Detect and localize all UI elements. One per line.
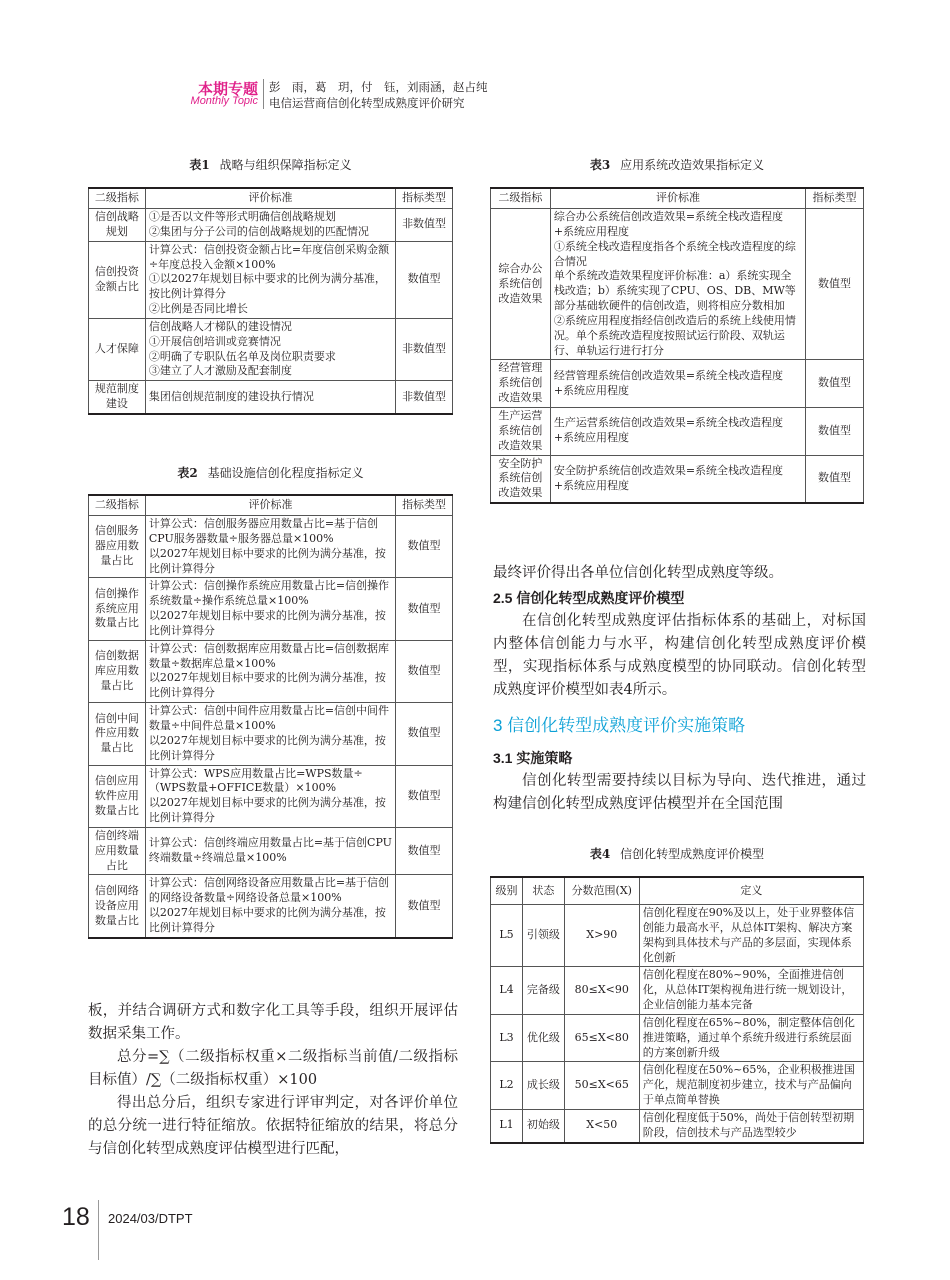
- criteria-line: 以2027年规划目标中要求的比例为满分基准，按比例计算得分: [148, 671, 386, 700]
- table-header: 评价标准: [145, 188, 395, 209]
- table-header: 状态: [522, 877, 564, 905]
- indicator-type: 数值型: [806, 209, 864, 360]
- criteria-line: ①系统全栈改造程度指各个系统全栈改造程度的综合情况: [553, 239, 796, 268]
- maturity-level: L3: [491, 1014, 523, 1062]
- indicator-type: 数值型: [396, 703, 453, 765]
- table-row: [89, 241, 453, 318]
- indicator-type: 非数值型: [396, 209, 453, 242]
- criteria-line: 计算公式：信创服务器应用数量占比=基于信创CPU服务器数量÷服务器总量×100%: [148, 517, 379, 545]
- section-heading-3: 3 信创化转型成熟度评价实施策略: [493, 716, 746, 735]
- criteria-line: ②系统应用程度指经信创改造后的系统上线使用情况。单个系统改造程度按照试运行阶段、双轨运行、单轨运行进行打分: [553, 313, 796, 357]
- indicator-name: 信创服务器应用数量占比: [89, 516, 146, 578]
- table-row: [89, 703, 453, 765]
- table-row: [491, 209, 864, 360]
- criteria-line: ①是否以文件等形式明确信创战略规划: [148, 210, 336, 223]
- table-header: 二级指标: [89, 495, 146, 516]
- maturity-state: 引领级: [522, 905, 564, 967]
- table2-caption: 表2 基础设施信创化程度指标定义: [177, 466, 364, 480]
- criteria-line: 计算公式：信创数据库应用数量占比=信创数据库数量÷数据库总量×100%: [148, 641, 390, 670]
- table-row: [491, 360, 864, 408]
- criteria-line: 生产运营系统信创改造效果=系统全栈改造程度+系统应用程度: [553, 416, 784, 445]
- indicator-name: 信创数据库应用数量占比: [89, 640, 146, 702]
- score-range: X<50: [564, 1109, 639, 1142]
- maturity-state: 优化级: [522, 1014, 564, 1062]
- criteria-line: ③建立了人才激励及配套制度: [148, 364, 292, 378]
- section-heading-2-5: 2.5 信创化转型成熟度评价模型: [493, 590, 685, 606]
- indicator-name: 信创应用软件应用数量占比: [89, 765, 146, 827]
- criteria-line: 安全防护系统信创改造效果=系统全栈改造程度+系统应用程度: [553, 463, 784, 492]
- table-row: [491, 905, 864, 967]
- section-topic-label-en: Monthly Topic: [190, 95, 258, 107]
- indicator-name: 生产运营系统信创改造效果: [491, 407, 551, 455]
- indicator-type: 数值型: [396, 875, 453, 938]
- indicator-name: 信创战略规划: [89, 209, 146, 242]
- criteria-cell: [145, 703, 395, 765]
- paragraph: 信创化转型需要持续以目标为导向、迭代推进，通过构建信创化转型成熟度评估模型并在全国范围: [493, 773, 866, 812]
- criteria-cell: [145, 209, 395, 242]
- indicator-type: 数值型: [806, 360, 864, 408]
- table-header: 二级指标: [89, 188, 146, 209]
- indicator-type: 数值型: [396, 827, 453, 875]
- criteria-cell: [145, 318, 395, 380]
- criteria-line: 以2027年规划目标中要求的比例为满分基准，按比例计算得分: [148, 906, 386, 934]
- table3-caption: 表3 应用系统改造效果指标定义: [589, 158, 765, 172]
- criteria-cell: [145, 381, 395, 414]
- table-row: [89, 765, 453, 827]
- indicator-type: 数值型: [806, 455, 864, 503]
- table-header: 指标类型: [396, 495, 453, 516]
- table-row: [491, 1062, 864, 1110]
- score-range: 50≤X<65: [564, 1062, 639, 1110]
- criteria-line: 以2027年规划目标中要求的比例为满分基准，按比例计算得分: [148, 796, 386, 825]
- criteria-line: ①以2027年规划目标中要求的比例为满分基准，按比例计算得分: [148, 272, 386, 301]
- left-column-text: [88, 1000, 458, 1161]
- indicator-type: 数值型: [396, 241, 453, 318]
- table-row: [89, 209, 453, 242]
- criteria-line: 计算公式：WPS应用数量占比=WPS数量÷（WPS数量+OFFICE数量）×100%: [148, 766, 363, 795]
- indicator-name: 规范制度建设: [89, 381, 146, 414]
- table-row: [89, 516, 453, 578]
- maturity-definition: 信创化程度低于50%，尚处于信创转型初期阶段，信创技术与产品选型较少: [639, 1109, 863, 1142]
- indicator-name: 信创网络设备应用数量占比: [89, 875, 146, 938]
- table-header: 二级指标: [491, 188, 551, 209]
- criteria-cell: [145, 516, 395, 578]
- table-row: [89, 381, 453, 414]
- table2: [88, 494, 453, 939]
- criteria-cell: [550, 455, 805, 503]
- paragraph: 在信创化转型成熟度评估指标体系的基础上，对标国内整体信创能力与水平，构建信创化转型成熟度评价模型，实现指标体系与成熟度模型的协同联动。信创化转型成熟度评价模型如表4所示。: [493, 613, 866, 698]
- table-row: [89, 318, 453, 380]
- criteria-line: 单个系统改造效果程度评价标准：a）系统实现全栈改造；b）系统实现了CPU、OS、DB、MW等部分基础软硬件的信创改造，则将相应分数相加: [553, 269, 796, 313]
- table-header: 级别: [491, 877, 523, 905]
- table-header: 评价标准: [145, 495, 395, 516]
- indicator-name: 综合办公系统信创改造效果: [491, 209, 551, 360]
- table-row: [491, 1109, 864, 1142]
- section-heading-3-1: 3.1 实施策略: [493, 750, 573, 766]
- criteria-cell: [145, 827, 395, 875]
- indicator-type: 非数值型: [396, 318, 453, 380]
- criteria-line: 计算公式：信创终端应用数量占比=基于信创CPU终端数量÷终端总量×100%: [148, 836, 392, 865]
- criteria-line: 以2027年规划目标中要求的比例为满分基准，按比例计算得分: [148, 546, 386, 575]
- criteria-line: 计算公式：信创投资金额占比=年度信创采购金额÷年度总投入金额×100%: [148, 242, 390, 271]
- table-row: [89, 827, 453, 875]
- maturity-definition: 信创化程度在65%~80%，制定整体信创化推进策略，通过单个系统升级进行系统层面的方案创新升级: [639, 1014, 863, 1062]
- criteria-line: ②集团与分子公司的信创战略规划的匹配情况: [148, 224, 369, 238]
- table-header: 评价标准: [550, 188, 805, 209]
- indicator-type: 数值型: [396, 578, 453, 640]
- criteria-line: 以2027年规划目标中要求的比例为满分基准，按比例计算得分: [148, 609, 386, 637]
- table-row: [89, 578, 453, 640]
- criteria-line: 计算公式：信创网络设备应用数量占比=基于信创的网络设备数量÷网络设备总量×100%: [148, 876, 390, 905]
- score-range: 65≤X<80: [564, 1014, 639, 1062]
- table1-caption: 表1 战略与组织保障指标定义: [189, 158, 352, 172]
- maturity-level: L2: [491, 1062, 523, 1110]
- criteria-line: ②比例是否同比增长: [148, 302, 248, 316]
- criteria-cell: [145, 640, 395, 702]
- criteria-cell: [550, 407, 805, 455]
- score-range: X>90: [564, 905, 639, 967]
- maturity-level: L5: [491, 905, 523, 967]
- criteria-line: 综合办公系统信创改造效果=系统全栈改造程度+系统应用程度: [553, 210, 784, 238]
- table-header: 分数范围(X): [564, 877, 639, 905]
- indicator-type: 非数值型: [396, 381, 453, 414]
- maturity-state: 完备级: [522, 967, 564, 1015]
- page-number: 18: [62, 1203, 90, 1231]
- table-row: [491, 1014, 864, 1062]
- indicator-name: 信创投资金额占比: [89, 241, 146, 318]
- table-row: [89, 875, 453, 938]
- indicator-name: 信创中间件应用数量占比: [89, 703, 146, 765]
- indicator-type: 数值型: [396, 640, 453, 702]
- criteria-line: 信创战略人才梯队的建设情况: [148, 319, 292, 333]
- table4: [490, 876, 864, 1144]
- header-divider: [263, 79, 264, 109]
- table4-caption: 表4 信创化转型成熟度评价模型: [589, 847, 765, 861]
- criteria-line: 经营管理系统信创改造效果=系统全栈改造程度+系统应用程度: [553, 368, 784, 397]
- criteria-cell: [550, 360, 805, 408]
- maturity-state: 初始级: [522, 1109, 564, 1142]
- criteria-line: 集团信创规范制度的建设执行情况: [148, 389, 314, 403]
- maturity-state: 成长级: [522, 1062, 564, 1110]
- table-header: 指标类型: [396, 188, 453, 209]
- article-authors: 彭 雨，葛 玥，付 钰，刘雨涵，赵占纯: [269, 80, 488, 94]
- maturity-definition: 信创化程度在80%~90%，全面推进信创化，从总体IT架构视角进行统一规划设计，企业信创能力基本完备: [639, 967, 863, 1015]
- criteria-line: 计算公式：信创中间件应用数量占比=信创中间件数量÷中间件总量×100%: [148, 704, 390, 732]
- indicator-name: 安全防护系统信创改造效果: [491, 455, 551, 503]
- indicator-type: 数值型: [396, 765, 453, 827]
- journal-info: 2024/03/DTPT: [108, 1211, 193, 1226]
- criteria-line: 计算公式：信创操作系统应用数量占比=信创操作系统数量÷操作系统总量×100%: [148, 579, 390, 608]
- section-topic-label: 本期专题: [197, 81, 258, 98]
- table-row: [89, 640, 453, 702]
- table-row: [491, 407, 864, 455]
- right-column-text: [493, 562, 866, 816]
- maturity-level: L1: [491, 1109, 523, 1142]
- table3: [490, 187, 864, 504]
- indicator-name: 信创终端应用数量占比: [89, 827, 146, 875]
- table-header: 指标类型: [806, 188, 864, 209]
- indicator-name: 经营管理系统信创改造效果: [491, 360, 551, 408]
- score-range: 80≤X<90: [564, 967, 639, 1015]
- article-title: 电信运营商信创化转型成熟度评价研究: [269, 96, 465, 110]
- criteria-line: ①开展信创培训或竞赛情况: [148, 334, 281, 348]
- criteria-cell: [550, 209, 805, 360]
- footer-divider: [98, 1200, 99, 1260]
- paragraph: 得出总分后，组织专家进行评审判定，对各评价单位的总分统一进行特征缩放。依据特征缩放的结果，将总分与信创化转型成熟度评估模型进行匹配，: [88, 1095, 458, 1157]
- criteria-cell: [145, 765, 395, 827]
- indicator-type: 数值型: [806, 407, 864, 455]
- table1: [88, 187, 453, 415]
- paragraph: 板，并结合调研方式和数字化工具等手段，组织开展评估数据采集工作。: [88, 1003, 458, 1042]
- maturity-definition: 信创化程度在50%~65%，企业积极推进国产化，规范制度初步建立，技术与产品偏向于单点简单替换: [639, 1062, 863, 1110]
- table-row: [491, 967, 864, 1015]
- indicator-name: 信创操作系统应用数量占比: [89, 578, 146, 640]
- formula: 总分=∑（二级指标权重×二级指标当前值/二级指标目标值）/∑（二级指标权重）×100: [88, 1049, 458, 1088]
- criteria-cell: [145, 578, 395, 640]
- paragraph: 最终评价得出各单位信创化转型成熟度等级。: [493, 565, 783, 581]
- indicator-type: 数值型: [396, 516, 453, 578]
- criteria-cell: [145, 241, 395, 318]
- criteria-line: ②明确了专职队伍名单及岗位职责要求: [148, 349, 336, 363]
- criteria-line: 以2027年规划目标中要求的比例为满分基准，按比例计算得分: [148, 733, 386, 762]
- maturity-definition: 信创化程度在90%及以上，处于业界整体信创能力最高水平，从总体IT架构、解决方案架构到具体技术与产品的多层面，实现体系化创新: [639, 905, 863, 967]
- table-header: 定义: [639, 877, 863, 905]
- criteria-cell: [145, 875, 395, 938]
- maturity-level: L4: [491, 967, 523, 1015]
- indicator-name: 人才保障: [89, 318, 146, 380]
- table-row: [491, 455, 864, 503]
